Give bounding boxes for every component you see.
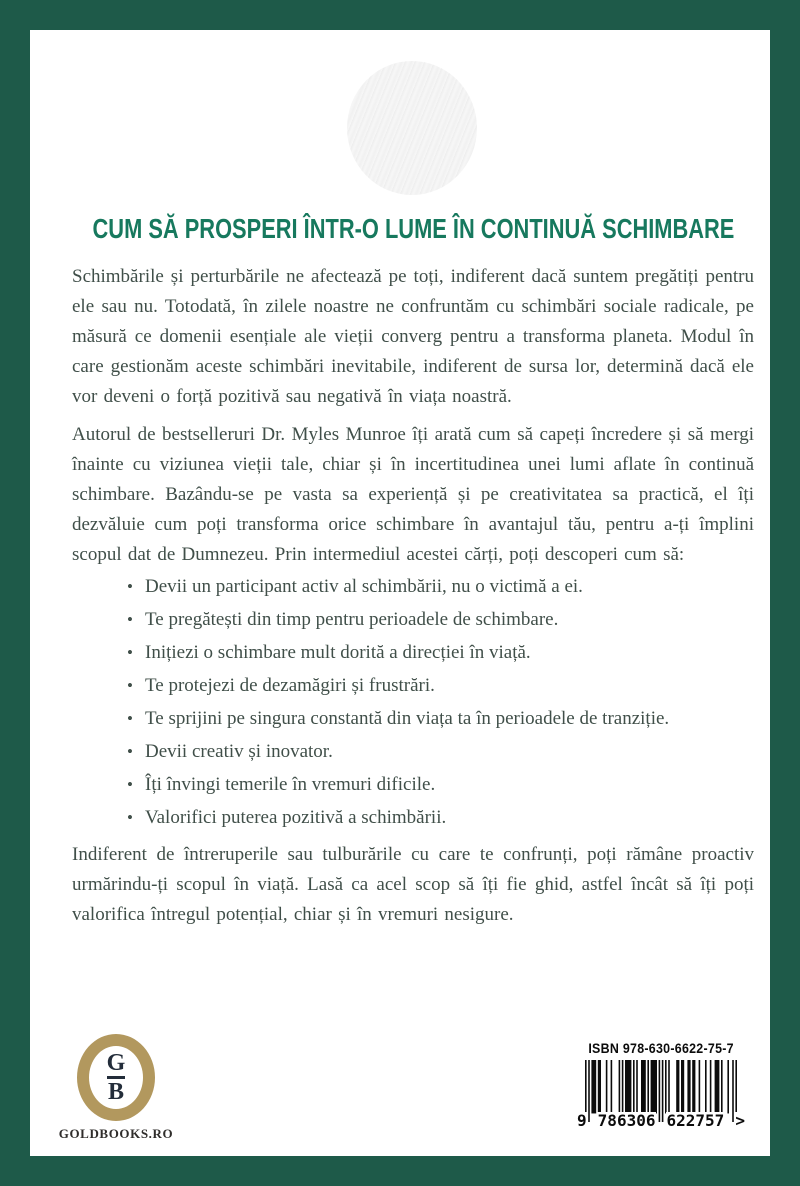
list-item: [127, 807, 754, 829]
list-item: [127, 741, 754, 763]
monogram-letter-b: B: [107, 1079, 124, 1105]
isbn-barcode-block: [576, 1040, 746, 1130]
goldbooks-monogram-icon: [77, 1034, 155, 1121]
list-item: [127, 708, 754, 730]
bullet-icon: •: [127, 808, 133, 827]
bullet-text: Devii creativ și inovator.: [145, 741, 333, 762]
bullet-text: Te sprijini pe singura constantă din viața ta în perioadele de tranziție.: [145, 708, 670, 729]
bullet-text: Valorifici puterea pozitivă a schimbării.: [145, 807, 447, 828]
bullet-icon: •: [127, 577, 133, 596]
list-item: [127, 774, 754, 796]
isbn-label: ISBN 978-630-6622-75-7: [588, 1041, 734, 1056]
list-item: [127, 609, 754, 631]
paragraph-author: Autorul de bestselleruri Dr. Myles Munroe îți arată cum să capeți încredere și să mergi înainte cu viziunea vieții tale, chiar și în incertitudinea unei lumi aflate în continuă schimbare. Bazându-se pe vasta sa experiență și pe creativitatea sa practică, el îți dezvăluie cum poți transforma orice schimbare în avantajul tău, pentru a-ți împlini scopul dat de Dumnezeu. Prin intermediul acestei cărți, poți descoperi cum să:: [72, 424, 754, 565]
bullet-icon: •: [127, 610, 133, 629]
bullet-icon: •: [127, 709, 133, 728]
publisher-logo: [56, 1034, 176, 1142]
publisher-name: GOLDBOOKS.RO: [58, 1126, 174, 1141]
bullet-text: Inițiezi o schimbare mult dorită a direcției în viață.: [145, 642, 531, 663]
benefits-list: [72, 576, 754, 829]
paragraph-intro: Schimbările și perturbările ne afectează pe toți, indiferent dacă suntem pregătiți pentru ele sau nu. Totodată, în zilele noastre ne confruntăm cu schimbări sociale radicale, pe măsură ce domenii esențiale ale vieții converg pentru a transforma planeta. Modul în care gestionăm aceste schimbări inevitabile, indiferent de sursa lor, determină dacă ele vor deveni o forță pozitivă sau negativă în viața noastră.: [72, 266, 754, 407]
bullet-icon: •: [127, 676, 133, 695]
paragraph-closing: Indiferent de întreruperile sau tulburările cu care te confrunți, poți rămâne proactiv urmărindu-ți scopul în viață. Lasă ca acel scop să îți fie ghid, astfel încât să îți poți valorifica întregul potențial, chiar și în vremuri nesigure.: [72, 844, 754, 925]
monogram-letter-g: G: [106, 1049, 126, 1076]
bullet-text: Îți învingi temerile în vremuri dificile.: [145, 774, 436, 795]
list-item: [127, 576, 754, 598]
barcode-arrow-icon: >: [735, 1111, 745, 1130]
bullet-icon: •: [127, 775, 133, 794]
bullet-text: Te pregătești din timp pentru perioadele de schimbare.: [145, 609, 559, 630]
list-item: [127, 675, 754, 697]
barcode-digits: [576, 1112, 746, 1130]
bullet-icon: •: [127, 643, 133, 662]
barcode-digits-left: 786306: [597, 1111, 656, 1130]
list-item: [127, 642, 754, 664]
barcode-digit-lead: 9: [577, 1111, 587, 1130]
page-title: [72, 212, 754, 246]
barcode-digits-right: 622757: [666, 1111, 725, 1130]
bullet-text: Te protejezi de dezamăgiri și frustrări.: [145, 675, 435, 696]
page-title-text: CUM SĂ PROSPERI ÎNTR-O LUME ÎN CONTINUĂ SCHIMBARE: [92, 213, 734, 244]
bullet-icon: •: [127, 742, 133, 761]
bullet-text: Devii un participant activ al schimbării, nu o victimă a ei.: [145, 576, 583, 597]
cover-content: [72, 0, 754, 930]
